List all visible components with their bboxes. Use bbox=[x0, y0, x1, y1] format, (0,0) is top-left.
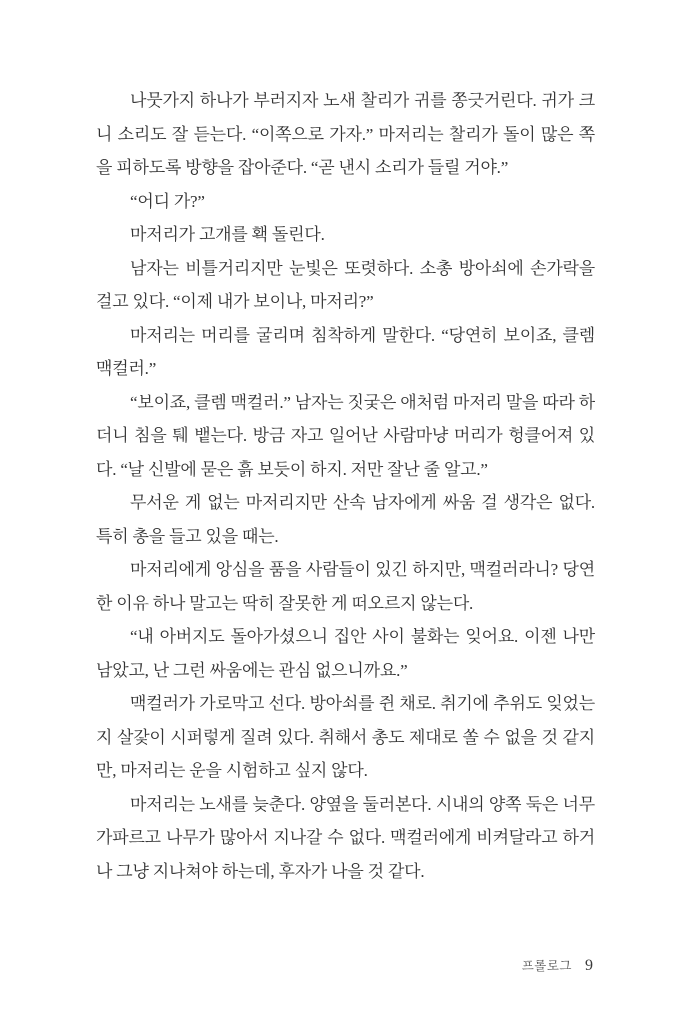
paragraph: 맥컬러가 가로막고 선다. 방아쇠를 쥔 채로. 취기에 추위도 잊었는지 살갗이 시퍼렇게 질려 있다. 취해서 총도 제대로 쏠 수 없을 것 같지만, 마저리는 운을 시험하고 싶지 않다. bbox=[96, 694, 595, 780]
paragraph: 나뭇가지 하나가 부러지자 노새 찰리가 귀를 쫑긋거린다. 귀가 크니 소리도 잘 듣는다. “이쪽으로 가자.” 마저리는 찰리가 돌이 많은 쪽을 피하도록 방향을 잡아준다. “곧 낸시 소리가 들릴 거야.” bbox=[96, 91, 595, 177]
footer-page-number: 9 bbox=[585, 957, 593, 974]
paragraph: 무서운 게 없는 마저리지만 산속 남자에게 싸움 걸 생각은 없다. 특히 총을 들고 있을 때는. bbox=[96, 493, 595, 546]
paragraph: 마저리가 고개를 홱 돌린다. bbox=[130, 225, 325, 244]
paragraph: “보이죠, 클렘 맥컬러.” 남자는 짓궂은 애처럼 마저리 말을 따라 하더니 침을 퉤 뱉는다. 방금 자고 일어난 사람마냥 머리가 헝클어져 있다. “날 신발에 묻은 흙 보듯이 하지. 저만 잘난 줄 알고.” bbox=[96, 392, 595, 479]
paragraph: 마저리에게 앙심을 품을 사람들이 있긴 하지만, 맥컬러라니? 당연한 이유 하나 말고는 딱히 잘못한 게 떠오르지 않는다. bbox=[96, 560, 595, 613]
body-text bbox=[96, 84, 595, 888]
paragraph: 남자는 비틀거리지만 눈빛은 또렷하다. 소총 방아쇠에 손가락을 걸고 있다. “이제 내가 보이나, 마저리?” bbox=[96, 258, 595, 311]
paragraph: “어디 가?” bbox=[130, 191, 205, 211]
footer-chapter-label: 프롤로그 bbox=[521, 959, 572, 973]
paragraph: 마저리는 노새를 늦춘다. 양옆을 둘러본다. 시내의 양쪽 둑은 너무 가파르고 나무가 많아서 지나갈 수 없다. 맥컬러에게 비켜달라고 하거나 그냥 지나쳐야 하는데, 후자가 나을 것 같다. bbox=[96, 794, 595, 881]
paragraph: “내 아버지도 돌아가셨으니 집안 사이 불화는 잊어요. 이젠 나만 남았고, 난 그런 싸움에는 관심 없으니까요.” bbox=[96, 627, 595, 680]
paragraph: 마저리는 머리를 굴리며 침착하게 말한다. “당연히 보이죠, 클렘 맥컬러.” bbox=[96, 325, 595, 378]
running-footer bbox=[522, 956, 593, 975]
